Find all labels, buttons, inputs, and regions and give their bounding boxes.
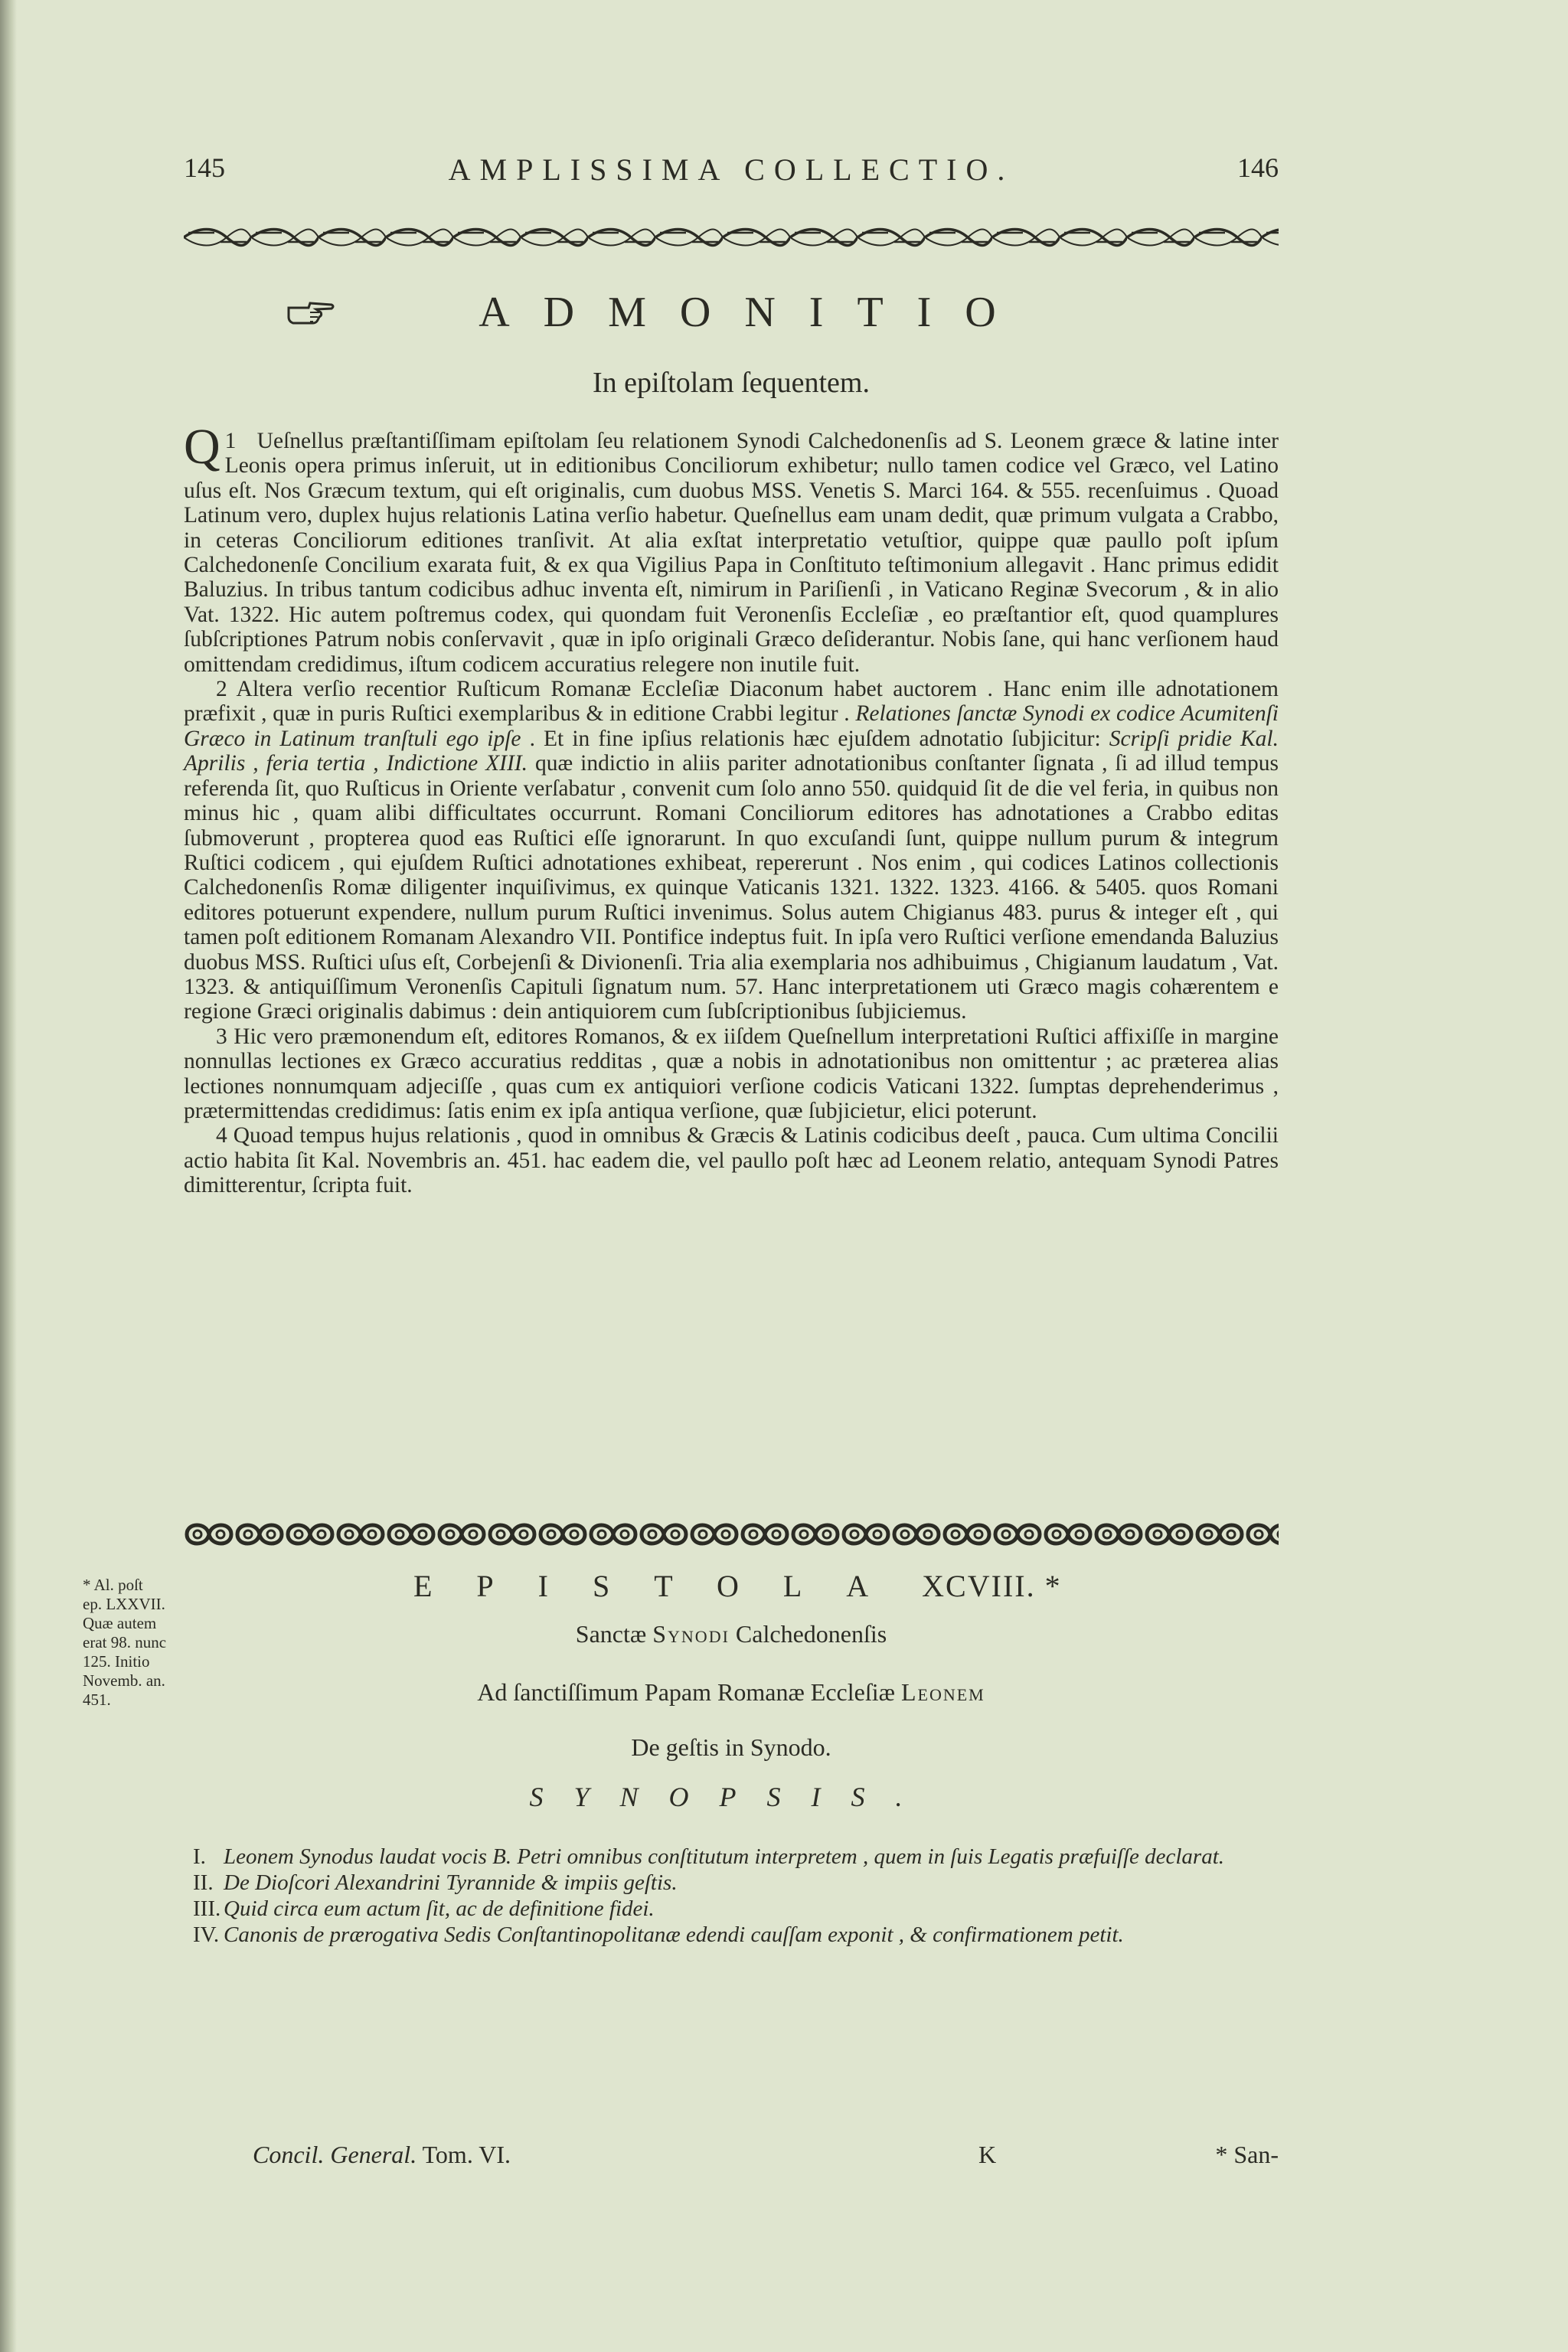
- marginal-note-line: * Al. poſt: [83, 1576, 143, 1594]
- paragraph-text: Hic vero præmonendum eſt, editores Romanos, & ex iiſdem Queſnellum interpretationi Ruſtici affixiſſe in margine nonnullas lectiones ex Græco accuratius redditas , quæ a nobis in adnotationibus non omittentur ; ac præterea alias lectiones nonnumquam adjeciſſe , quas cum ex antiquiori verſione codicis Vaticani 1322. ſumptas deprehenderimus , prætermittendas credidimus: ſatis enim ex ipſa antiqua verſione, quæ ſubjicietur, elici poterunt.: [184, 1024, 1279, 1123]
- epistola-title: [413, 1568, 1102, 1604]
- synopsis-item: [193, 1870, 1279, 1896]
- admonitio-heading: [184, 288, 1279, 341]
- ornamental-band-top: [184, 222, 1279, 253]
- admonitio-title: ADMONITIO: [479, 289, 1030, 336]
- volume-reference: [253, 2141, 511, 2169]
- ornamental-band-middle: [184, 1517, 1279, 1551]
- epistola-addressee: [184, 1678, 1279, 1707]
- marginal-note-line: Quæ autem: [83, 1614, 157, 1632]
- addressee-small-caps: Leonem: [900, 1678, 985, 1706]
- synopsis-text: De Dioſcori Alexandrini Tyrannide & impiis geſtis.: [224, 1870, 678, 1895]
- synopsis-numeral: IV.: [193, 1922, 220, 1947]
- page-number-right: 146: [1237, 152, 1279, 183]
- drop-cap: Q: [184, 419, 220, 475]
- page-number-left: 145: [184, 152, 225, 183]
- paragraph-number: 4: [216, 1123, 227, 1148]
- paragraph-4: [184, 1123, 1279, 1197]
- marginal-note-line: ep. LXXVII.: [83, 1595, 165, 1613]
- pointing-hand-icon: [287, 299, 335, 329]
- epistola-number: XCVIII. *: [922, 1569, 1062, 1603]
- catchword: * San-: [1215, 2141, 1279, 2168]
- marginal-note-line: Novemb. an.: [83, 1671, 165, 1690]
- signature-mark: K: [978, 2141, 997, 2168]
- addressee-text: Ad ſanctiſſimum Papam Romanæ Eccleſiæ: [477, 1678, 895, 1706]
- paragraph-number: 3: [216, 1024, 227, 1049]
- paragraph-text: Altera verſio recentior Ruſticum Romanæ Eccleſiæ Diaconum habet auctorem . Hanc enim ille adnotationem præfixit , quæ in puris Ruſtici exemplaribus & in editione Crabbi legitur .: [184, 677, 1279, 727]
- paragraph-text: Ueſnellus præſtantiſſimam epiſtolam ſeu relationem Synodi Calchedonenſis ad S. Leonem græce & latine inter Leonis opera primus inſeruit, ut in editionibus Conciliorum exhibetur; nullo tamen codice vel Græco, vel Latino uſus eſt. Nos Græcum textum, qui eſt originalis, cum duobus MSS. Venetis S. Marci 164. & 555. recenſuimus . Quoad Latinum vero, duplex hujus relationis Latina verſio habetur. Queſnellus eam unam dedit, quæ primum vulgata a Crabbo, in ceteras Conciliorum editiones tranſivit. At alia exſtat interpretatio vetuſtior, quippe quæ paullo poſt ipſum Calchedonenſe Concilium exarata fuit, & ex qua Vigilius Papa in Conſtituto teſtimonium allegavit . Hanc primus edidit Baluzius. In tribus tantum codicibus adhuc inventa eſt, nimirum in Pariſienſi , in Vaticano Reginæ Svecorum , & in alio Vat. 1322. Hic autem poſtremus codex, qui quondam fuit Veronenſis Eccleſiæ , eo præſtantior eſt, quod quamplures ſubſcriptiones Patrum nobis conſervavit , quæ in ipſo originali Græco deſiderantur. Nobis ſane, qui hanc verſionem haud omittendam credidimus, iſtum codicem accuratius relegere non inutile fuit.: [184, 429, 1279, 677]
- sender-small-caps: Synodi: [652, 1620, 730, 1648]
- synopsis-text: Leonem Synodus laudat vocis B. Petri omnibus conſtitutum interpretem , quem in ſuis Legatis præfuiſſe declarat.: [224, 1844, 1225, 1869]
- synopsis-text: Canonis de prærogativa Sedis Conſtantinopolitanæ edendi cauſſam exponit , & confirmationem petit.: [224, 1922, 1124, 1947]
- admonitio-subtitle: In epiſtolam ſequentem.: [593, 367, 870, 399]
- synopsis-title: SYNOPSIS.: [529, 1782, 933, 1812]
- synopsis-text: Quid circa eum actum ſit, ac de definitione fidei.: [224, 1896, 655, 1921]
- page-footer: [253, 2141, 1279, 2179]
- synopsis-item: [193, 1896, 1279, 1922]
- paragraph-text: quæ indictio in aliis pariter adnotationibus conſtanter ſignata , ſi ad illud tempus referenda ſit, quo Ruſticus in Oriente verſabatur , convenit cum ſolo anno 550. quidquid ſit de die vel feria, in quibus non minus hic , quam alibi difficultates occurrunt. Romani Conciliorum editores has adnotationes a Crabbo editas ſubmoverunt , propterea quod eas Ruſtici eſſe ignorarunt. In quo excuſandi ſunt, quippe nullum purum & integrum Ruſtici codicem , qui ejuſdem Ruſtici adnotationes exhibeat, repererunt . Nos enim , qui codices Latinos collectionis Calchedonenſis Romæ diligenter inquiſivimus, ex quinque Vaticanis 1321. 1322. 1323. 4166. & 5405. quos Romani editores potuerunt expendere, nullum purum Ruſtici invenimus. Solus autem Chigianus 483. purus & integer eſt , qui tamen poſt editionem Romanam Alexandro VII. Pontifice indeptus fuit. In ipſa vero Ruſtici verſione emendanda Baluzius duobus MSS. Ruſtici uſus eſt, Corbejenſi & Divionenſi. Tria alia exemplaria nos adhibuimus , Chigianum laudatum , Vat. 1323. & antiquiſſimum Veronenſis Capituli ſignatum num. 57. Hanc interpretationem uti Græco magis cohærentem e regione Græci originalis dabimus : dein antiquiorem cum ſubſcriptionibus ſubjiciemus.: [184, 751, 1279, 1024]
- sender-text: Sanctæ: [575, 1620, 647, 1648]
- paragraph-number: 2: [216, 677, 227, 702]
- volume-number: Tom. VI.: [422, 2141, 511, 2168]
- synopsis-numeral: II.: [193, 1870, 214, 1895]
- synopsis-numeral: III.: [193, 1896, 221, 1921]
- volume-title: Concil. General.: [253, 2141, 417, 2168]
- running-title: AMPLISSIMA COLLECTIO.: [448, 152, 1014, 187]
- paragraph-3: [184, 1024, 1279, 1124]
- quoted-annotation: Relationes ſanctæ Synodi ex codice Acumitenſi Græco in Latinum tranſtuli ego ipſe: [184, 701, 1279, 751]
- admonitio-body: [184, 419, 1279, 1198]
- quoted-annotation: Scripſi pridie Kal. Aprilis , feria tertia , Indictione XIII.: [184, 726, 1279, 776]
- synopsis-item: [193, 1844, 1279, 1870]
- marginal-note: [83, 1576, 190, 1710]
- paragraph-number: 1: [224, 429, 237, 453]
- page-header: [184, 152, 1279, 193]
- book-gutter-shadow: [0, 0, 17, 2352]
- sender-text: Calchedonenſis: [735, 1620, 887, 1648]
- marginal-note-line: erat 98. nunc: [83, 1633, 167, 1651]
- synopsis-item: [193, 1922, 1279, 1948]
- epistola-sender: [184, 1620, 1279, 1648]
- marginal-note-line: 125. Initio: [83, 1652, 150, 1671]
- synopsis-numeral: I.: [193, 1844, 206, 1869]
- paragraph-2: [184, 677, 1279, 1024]
- paragraph-text: Quoad tempus hujus relationis , quod in omnibus & Græcis & Latinis codicibus deeſt , pauca. Cum ultima Concilii actio habita ſit Kal. Novembris an. 451. hac eadem die, vel paullo poſt hæc ad Leonem relatio, antequam Synodi Patres dimitterentur, ſcripta fuit.: [184, 1123, 1279, 1198]
- epistola-word: EPISTOLA: [413, 1569, 913, 1603]
- synopsis-list: [193, 1844, 1279, 1948]
- paragraph-text: . Et in fine ipſius relationis hæc ejuſdem adnotatio ſubjicitur:: [529, 726, 1101, 751]
- paragraph-1: [184, 419, 1279, 677]
- marginal-note-line: 451.: [83, 1690, 111, 1709]
- epistola-subject: De geſtis in Synodo.: [631, 1733, 831, 1761]
